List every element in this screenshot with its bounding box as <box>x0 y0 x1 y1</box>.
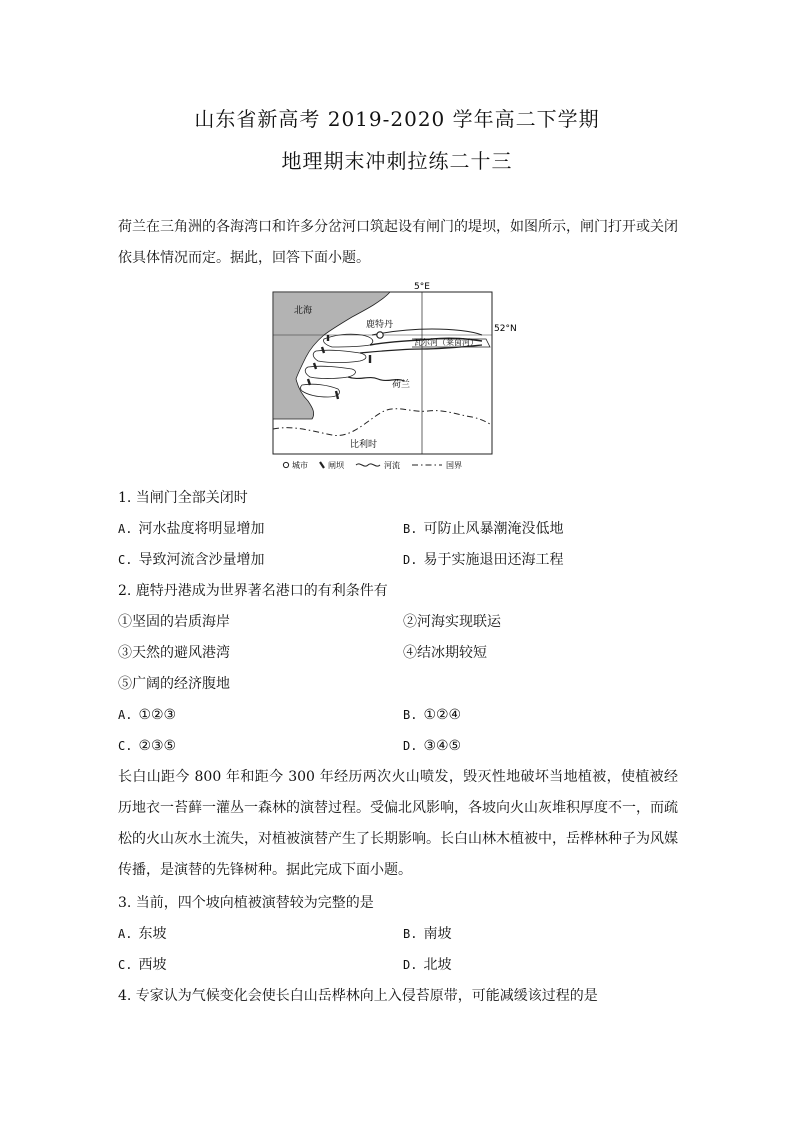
sea-label: 北海 <box>294 306 313 316</box>
q2-statement-3: ③天然的避风港湾 <box>118 645 230 661</box>
q4-stem: 4. 专家认为气候变化会使长白山岳桦林向上入侵苔原带，可能减缓该过程的是 <box>118 988 598 1004</box>
q1-option-b[interactable]: B. 可防止风暴潮淹没低地 <box>403 521 564 537</box>
river-label: 瓦尔河（莱茵河） <box>414 338 478 347</box>
legend-river: 河流 <box>384 461 400 470</box>
passage-1: 荷兰在三角洲的各海湾口和许多分岔河口筑起设有闸门的堤坝，如图所示，闸门打开或关闭依具体情况而定。据此，回答下面小题。 <box>118 219 678 266</box>
q3-option-d[interactable]: D. 北坡 <box>403 957 452 973</box>
netherlands-delta-map <box>272 279 524 471</box>
q1-option-d[interactable]: D. 易于实施退田还海工程 <box>403 552 564 568</box>
q3-option-c[interactable]: C. 西坡 <box>118 957 167 973</box>
legend-border: 国界 <box>446 461 462 470</box>
q1-stem: 1. 当闸门全部关闭时 <box>118 490 248 506</box>
q3-option-b[interactable]: B. 南坡 <box>403 926 452 942</box>
passage-2: 长白山距今 800 年和距今 300 年经历两次火山喷发，毁灭性地破坏当地植被，使植被经历地衣一苔藓一灌丛一森林的演替过程。受偏北风影响，各坡向火山灰堆积厚度不一，而疏松的火山灰水土流失，对植被演替产生了长期影响。长白山林木植被中，岳桦林种子为风媒传播，是演替的先锋树种。据此完成下面小题。 <box>118 769 678 878</box>
q3-option-a[interactable]: A. 东坡 <box>118 926 167 942</box>
q2-statement-1: ①坚固的岩质海岸 <box>118 614 230 630</box>
q2-option-a[interactable]: A. ①②③ <box>118 707 177 723</box>
latitude-label: 52°N <box>494 324 517 334</box>
city-label: 鹿特丹 <box>366 320 394 330</box>
q2-statement-2: ②河海实现联运 <box>403 614 501 630</box>
document-title-line2: 地理期末冲刺拉练二十三 <box>281 149 513 173</box>
q2-statement-5: ⑤广阔的经济腹地 <box>118 676 230 692</box>
q1-option-c[interactable]: C. 导致河流含沙量增加 <box>118 552 265 568</box>
belgium-label: 比利时 <box>350 440 378 450</box>
legend-dam: 闸坝 <box>328 461 344 470</box>
q2-option-c[interactable]: C. ②③⑤ <box>118 738 177 754</box>
q2-option-b[interactable]: B. ①②④ <box>403 707 462 723</box>
document-title-line1: 山东省新高考 2019-2020 学年高二下学期 <box>194 107 600 131</box>
q1-option-a[interactable]: A. 河水盐度将明显增加 <box>118 521 265 537</box>
map-legend <box>283 460 462 470</box>
longitude-label: 5°E <box>414 282 430 292</box>
country-label: 荷兰 <box>392 380 411 390</box>
q2-stem: 2. 鹿特丹港成为世界著名港口的有利条件有 <box>118 583 388 599</box>
city-marker <box>377 332 383 338</box>
q3-stem: 3. 当前，四个坡向植被演替较为完整的是 <box>118 895 374 911</box>
legend-city: 城市 <box>292 461 308 470</box>
q2-statement-4: ④结冰期较短 <box>403 645 487 661</box>
q2-option-d[interactable]: D. ③④⑤ <box>403 738 462 754</box>
